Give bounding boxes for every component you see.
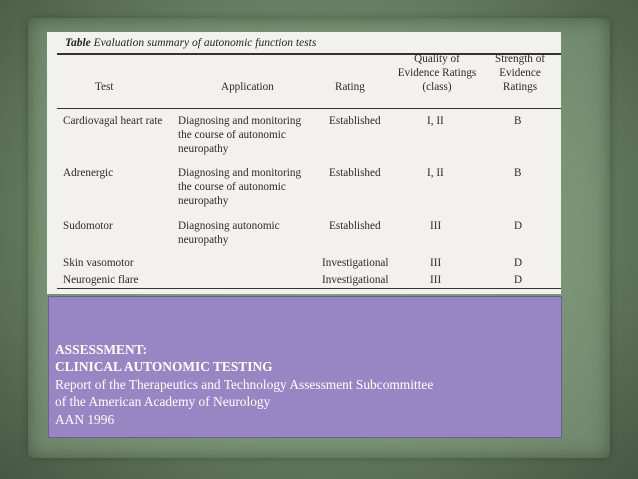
assessment-heading: ASSESSMENT: [55, 342, 148, 357]
assessment-source: AAN 1996 [55, 411, 115, 427]
header-strength: Strength of Evidence Ratings [494, 53, 546, 93]
table-header-rule [57, 108, 561, 109]
assessment-organization: of the American Academy of Neurology [55, 394, 271, 410]
header-test: Test [95, 81, 114, 93]
evaluation-table: Table Evaluation summary of autonomic function tests Test Application Rating Quality of Evidence Ratings (class) Strength of Evidence Ratings Cardiovagal heart rate Diagnosing and monitoring the course of autonomic neuropathy Established I, II B Adrenergic Diagnosing and monitoring the course of autonomic neuropathy Established I, II B Sudomotor Diagnosing autonomic neuropathy Established III D Skin vasomotor Investigational III D Neurogenic flare Investigational III D [47, 32, 561, 294]
table-bottom-rule [57, 288, 561, 289]
table-caption: Table Evaluation summary of autonomic function tests [65, 37, 317, 49]
header-quality: Quality of Evidence Ratings (class) [397, 53, 477, 93]
assessment-text [55, 341, 433, 428]
assessment-report: Report of the Therapeutics and Technology Assessment Subcommittee [55, 376, 434, 392]
assessment-title: CLINICAL AUTONOMIC TESTING [55, 359, 273, 375]
header-application: Application [221, 81, 274, 93]
assessment-box [48, 296, 562, 438]
header-rating: Rating [335, 81, 365, 93]
